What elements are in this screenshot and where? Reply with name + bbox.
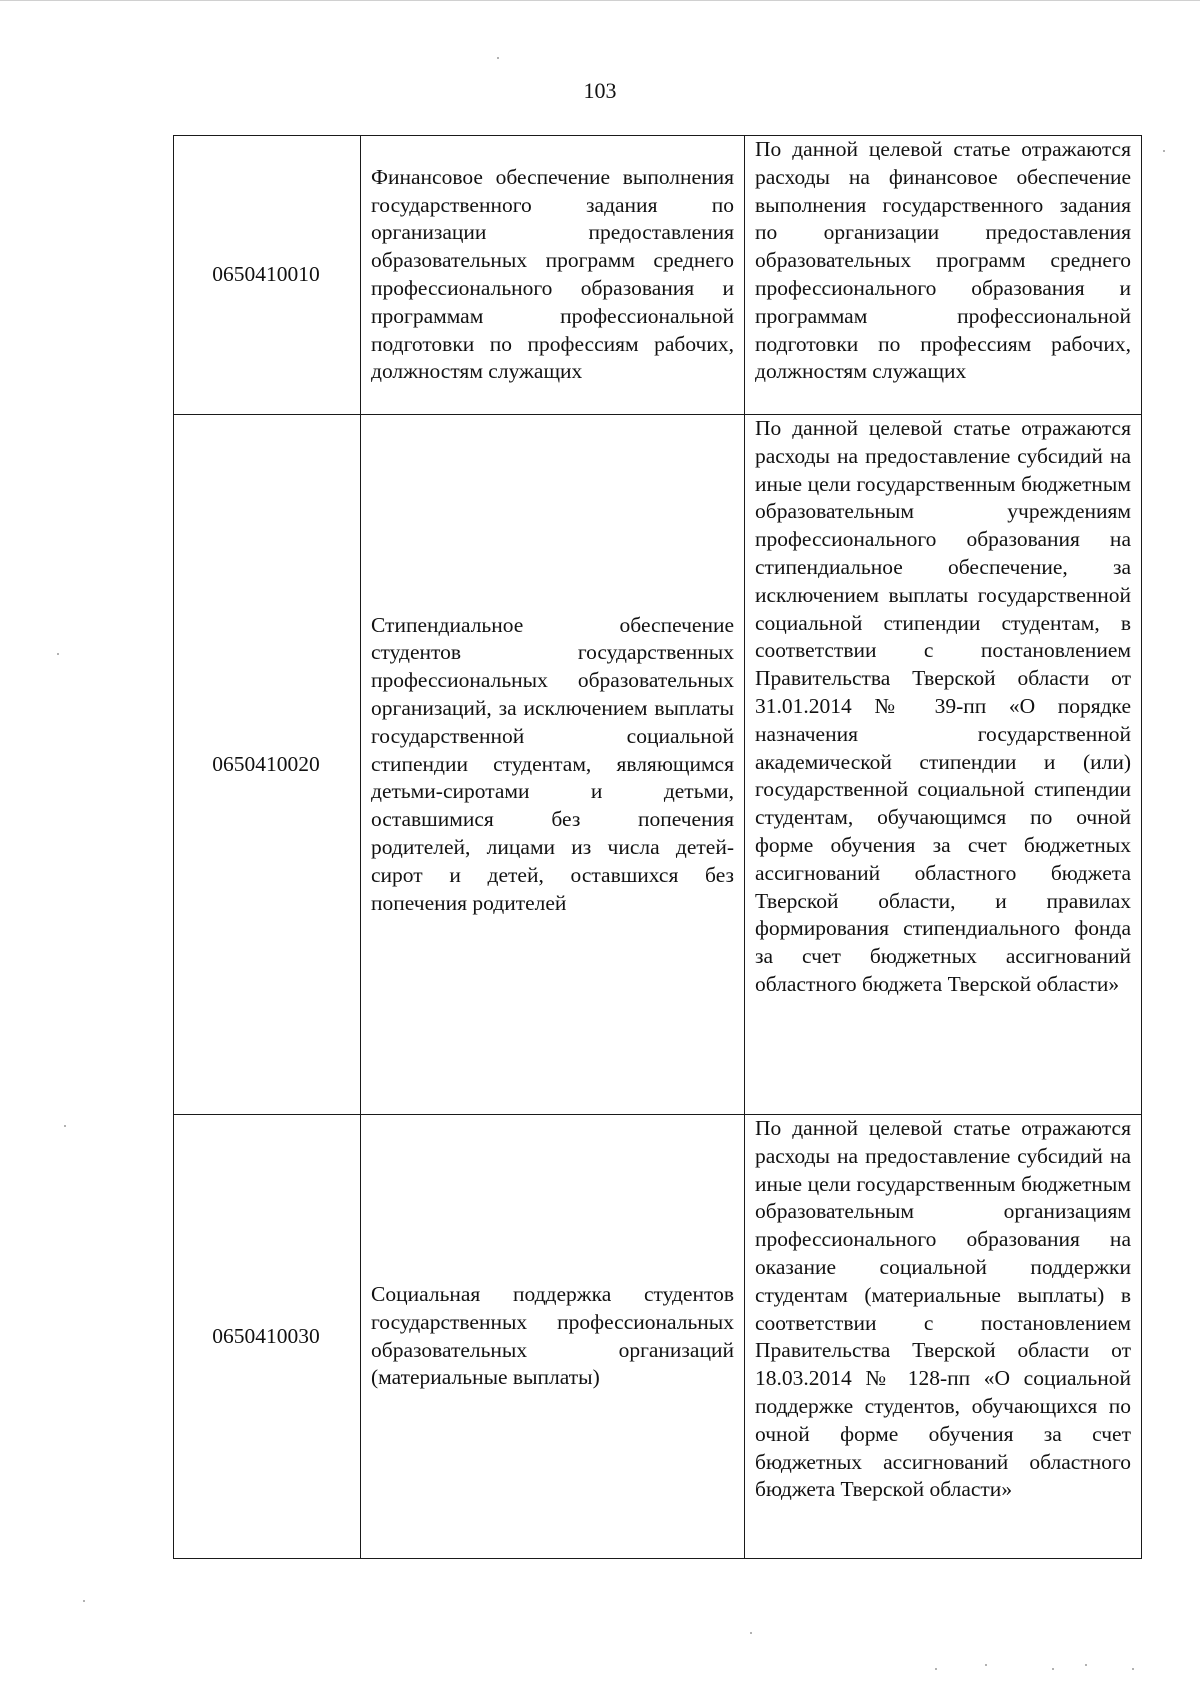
article-description-cell (745, 415, 1142, 1115)
scan-speck (1052, 1668, 1054, 1670)
article-name: Стипендиальное обеспечение студентов государственных профессиональных образовательных организаций, за исключением выплаты государственной социальной стипендии студентам, являющимся детьми-сиротами и детьми, оставшимися без попечения родителей, лицами из числа детей-сирот и детей, оставшихся без попечения родителей (371, 612, 734, 915)
article-name: Финансовое обеспечение выполнения государственного задания по организации предоставления образовательных программ среднего профессионального образования и программам профессиональной подготовки по профессиям рабочих, должностям служащих (371, 164, 734, 384)
scan-speck (985, 1664, 987, 1666)
table-row (174, 136, 1142, 415)
scan-speck (1132, 1668, 1134, 1670)
article-code-cell: 0650410010 (174, 136, 361, 415)
article-description: По данной целевой статье отражаются расходы на предоставление субсидий на иные цели государственным бюджетным образовательным учреждениям профессионального образования на стипендиальное обеспечение, за исключением выплаты государственной социальной стипендии студентам, в соответствии с постановлением Правительства Тверской области от 31.01.2014 № 39-пп «О порядке назначения государственной академической стипендии и (или) государственной социальной стипендии студентам, обучающимся по очной форме обучения за счет бюджетных ассигнований областного бюджета Тверской области, и правилах формирования стипендиального фонда за счет бюджетных ассигнований областного бюджета Тверской области» (755, 416, 1131, 996)
scan-speck (64, 1125, 66, 1127)
scan-speck (1085, 1664, 1087, 1666)
article-description: По данной целевой статье отражаются расходы на финансовое обеспечение выполнения государственного задания по организации предоставления образовательных программ среднего профессионального образования и программам профессиональной подготовки по профессиям рабочих, должностям служащих (755, 137, 1131, 384)
article-description: По данной целевой статье отражаются расходы на предоставление субсидий на иные цели государственным бюджетным образовательным организациям профессионального образования на оказание социальной поддержки студентам (материальные выплаты) в соответствии с постановлением Правительства Тверской области от 18.03.2014 № 128-пп «О социальной поддержке студентов, обучающихся по очной форме обучения за счет бюджетных ассигнований областного бюджета Тверской области» (755, 1116, 1131, 1502)
scan-speck (497, 57, 499, 59)
table-row (174, 1115, 1142, 1559)
scan-speck (1163, 150, 1165, 152)
article-code-cell: 0650410030 (174, 1115, 361, 1559)
scan-speck (57, 653, 59, 655)
article-description-cell (745, 1115, 1142, 1559)
table-row (174, 415, 1142, 1115)
page-edge (0, 0, 1200, 1)
article-description-cell (745, 136, 1142, 415)
scan-speck (83, 1600, 85, 1602)
article-name: Социальная поддержка студентов государственных профессиональных образовательных организаций (материальные выплаты) (371, 1281, 734, 1390)
scan-speck (935, 1668, 937, 1670)
article-code-cell: 0650410020 (174, 415, 361, 1115)
scan-speck (750, 1632, 752, 1634)
article-name-cell (361, 415, 745, 1115)
article-name-cell (361, 1115, 745, 1559)
target-articles-table (173, 135, 1142, 1559)
page-number: 103 (583, 78, 617, 103)
article-name-cell (361, 136, 745, 415)
